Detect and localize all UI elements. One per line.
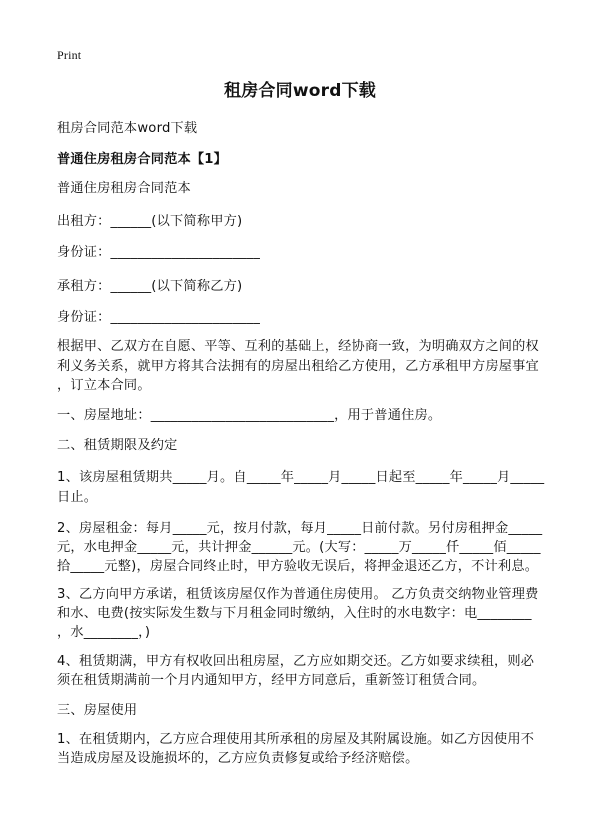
text-line: ，水________，): [57, 625, 151, 640]
lessee-line: 承租方：______(以下简称乙方): [57, 279, 243, 294]
print-link[interactable]: Print: [57, 48, 82, 62]
text-line: 日止。: [57, 490, 98, 505]
subtitle: 租房合同范本word下载: [57, 121, 198, 136]
lessor-line: 出租方：______(以下简称甲方): [57, 214, 243, 229]
text-line: 1、在租赁期内，乙方应合理使用其所承租的房屋及其附属设施。如乙方因使用不: [57, 732, 535, 747]
document-title: 租房合同word下载: [224, 81, 376, 101]
text-line: 4、租赁期满，甲方有权收回出租房屋，乙方应如期交还。乙方如要求续租，则必: [57, 654, 535, 669]
text-line: ，订立本合同。: [57, 378, 151, 393]
lessee-id-line: 身份证：______________________: [57, 310, 261, 325]
section-heading: 普通住房租房合同范本【1】: [57, 152, 228, 167]
text-line: 拾_____元整)，房屋合同终止时，甲方验收无误后，将押金退还乙方，不计利息。: [57, 559, 539, 574]
contract-name: 普通住房租房合同范本: [57, 181, 191, 196]
clause-house-use-heading: 三、房屋使用: [57, 703, 138, 718]
text-line: 2、房屋租金：每月_____元，按月付款，每月_____日前付款。另付房租押金_____: [57, 521, 543, 536]
text-line: 利义务关系，就甲方将其合法拥有的房屋出租给乙方使用，乙方承租甲方房屋事宜: [57, 359, 539, 374]
text-line: 根据甲、乙双方在自愿、平等、互利的基础上，经协商一致，为明确双方之间的权: [57, 339, 539, 354]
text-line: 须在租赁期满前一个月内通知甲方，经甲方同意后，重新签订租赁合同。: [57, 673, 486, 688]
text-line: 3、乙方向甲方承诺，租赁该房屋仅作为普通住房使用。 乙方负责交纳物业管理费: [57, 587, 539, 602]
lessor-id-line: 身份证：______________________: [57, 245, 261, 260]
text-line: 元，水电押金_____元，共计押金______元。(大写：_____万_____仟_____佰_____: [57, 540, 541, 555]
clause-lease-term-heading: 二、租赁期限及约定: [57, 438, 178, 453]
text-line: 1、该房屋租赁期共_____月。自_____年_____月_____日起至_____年_____月_____: [57, 470, 545, 485]
clause-house-address: 一、房屋地址：___________________________，用于普通住房。: [57, 408, 442, 423]
text-line: 当造成房屋及设施损坏的，乙方应负责修复或给予经济赔偿。: [57, 751, 419, 766]
text-line: 和水、电费(按实际发生数与下月租金同时缴纳，入住时的水电数字：电________: [57, 606, 532, 621]
